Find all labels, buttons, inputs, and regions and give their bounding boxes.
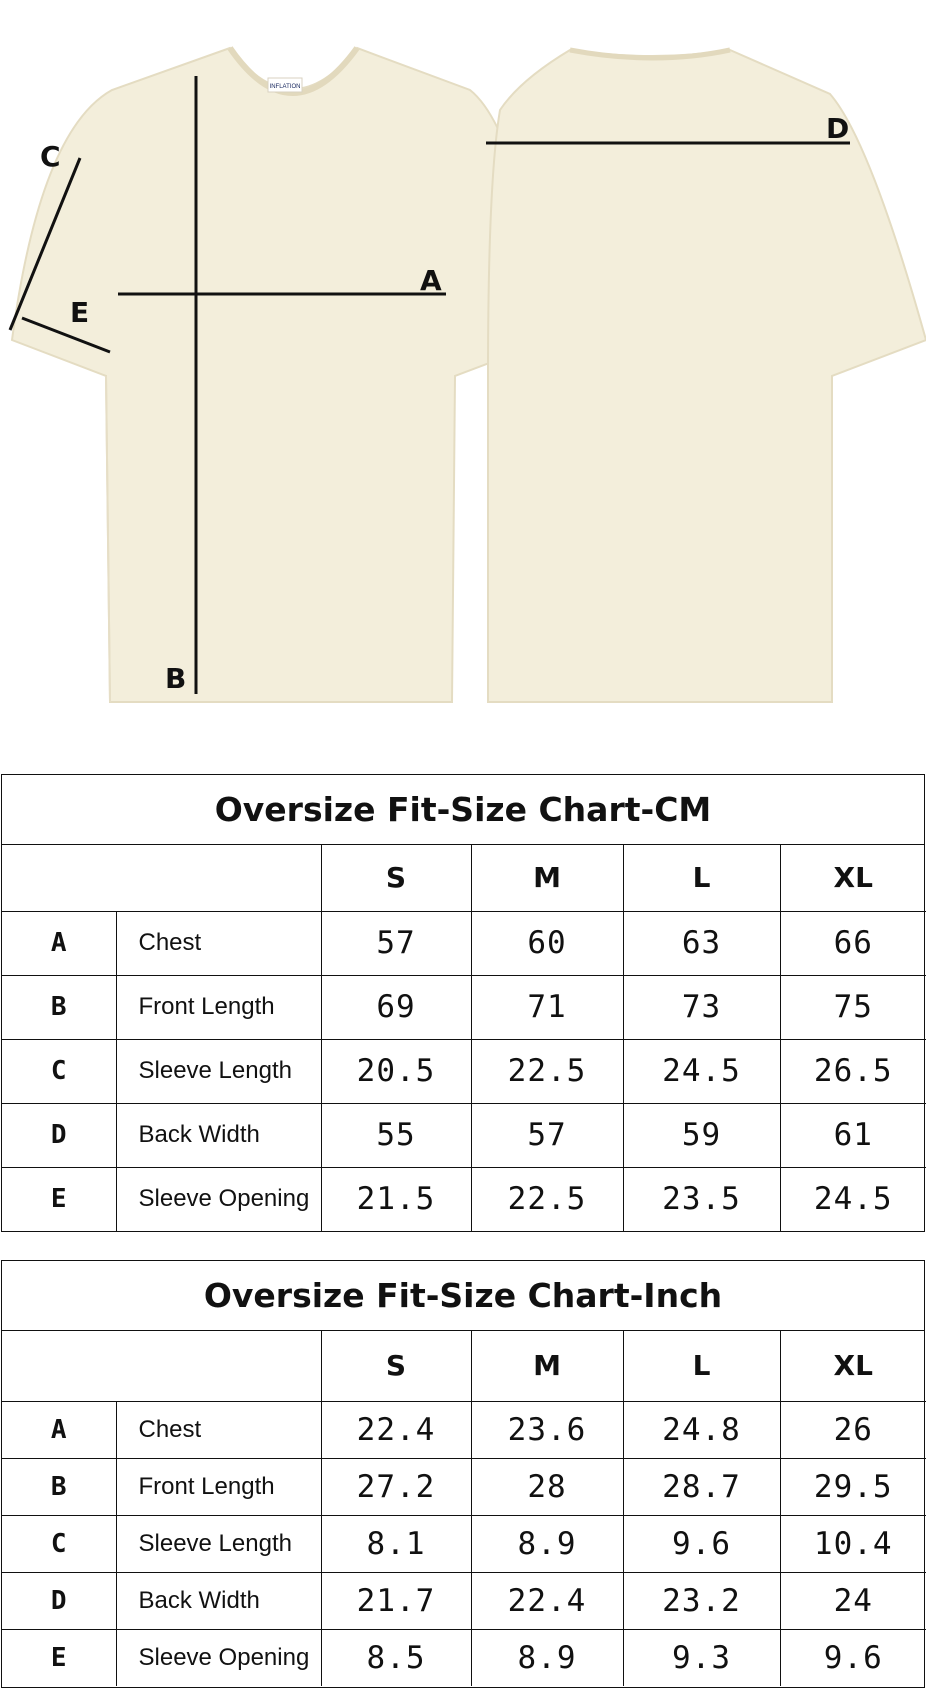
table-row xyxy=(2,1458,926,1515)
measure-code: B xyxy=(2,975,116,1039)
measure-value: 22.5 xyxy=(471,1167,623,1231)
header-blank-cell xyxy=(2,845,321,911)
measure-value: 21.5 xyxy=(321,1167,471,1231)
table-row xyxy=(2,1515,926,1572)
measure-name: Front Length xyxy=(116,975,321,1039)
measure-value: 10.4 xyxy=(780,1515,926,1572)
size-header: S xyxy=(321,1331,471,1401)
measure-value: 23.5 xyxy=(623,1167,780,1231)
measure-name: Back Width xyxy=(116,1103,321,1167)
size-table xyxy=(2,1331,926,1686)
shirt-measurement-diagram xyxy=(0,0,926,740)
back-shirt-illustration xyxy=(488,50,926,702)
measure-value: 27.2 xyxy=(321,1458,471,1515)
measure-value: 24.5 xyxy=(623,1039,780,1103)
chart-title: Oversize Fit-Size Chart-CM xyxy=(2,775,924,845)
size-header-row xyxy=(2,1331,926,1401)
measure-code: C xyxy=(2,1039,116,1103)
measure-code: D xyxy=(2,1103,116,1167)
marker-e: E xyxy=(70,296,90,329)
measure-value: 57 xyxy=(471,1103,623,1167)
measure-code: E xyxy=(2,1167,116,1231)
size-chart-cm xyxy=(1,774,925,1232)
size-chart-inch xyxy=(1,1260,925,1688)
measure-value: 22.4 xyxy=(321,1401,471,1458)
measure-value: 24.5 xyxy=(780,1167,926,1231)
measure-value: 55 xyxy=(321,1103,471,1167)
measure-value: 29.5 xyxy=(780,1458,926,1515)
measure-value: 24 xyxy=(780,1572,926,1629)
measure-value: 9.6 xyxy=(623,1515,780,1572)
size-header: XL xyxy=(780,845,926,911)
measure-value: 73 xyxy=(623,975,780,1039)
measure-code: D xyxy=(2,1572,116,1629)
measure-value: 21.7 xyxy=(321,1572,471,1629)
measure-value: 26 xyxy=(780,1401,926,1458)
measure-value: 9.3 xyxy=(623,1629,780,1686)
measure-value: 28 xyxy=(471,1458,623,1515)
measure-name: Back Width xyxy=(116,1572,321,1629)
brand-label: INFLATION xyxy=(269,84,301,90)
measure-name: Sleeve Opening xyxy=(116,1167,321,1231)
measure-value: 23.2 xyxy=(623,1572,780,1629)
table-row xyxy=(2,1103,926,1167)
measure-value: 9.6 xyxy=(780,1629,926,1686)
measure-value: 71 xyxy=(471,975,623,1039)
table-row xyxy=(2,1039,926,1103)
measure-name: Chest xyxy=(116,1401,321,1458)
measure-value: 22.4 xyxy=(471,1572,623,1629)
measure-code: A xyxy=(2,911,116,975)
measure-value: 8.9 xyxy=(471,1515,623,1572)
measure-value: 57 xyxy=(321,911,471,975)
table-row xyxy=(2,1629,926,1686)
measure-value: 59 xyxy=(623,1103,780,1167)
size-header: M xyxy=(471,1331,623,1401)
size-table xyxy=(2,845,926,1231)
measure-value: 8.5 xyxy=(321,1629,471,1686)
table-row xyxy=(2,1401,926,1458)
header-blank-cell xyxy=(2,1331,321,1401)
measure-code: C xyxy=(2,1515,116,1572)
marker-d: D xyxy=(826,112,850,145)
table-row xyxy=(2,1167,926,1231)
size-header: L xyxy=(623,1331,780,1401)
measure-code: A xyxy=(2,1401,116,1458)
measure-name: Sleeve Opening xyxy=(116,1629,321,1686)
table-row xyxy=(2,975,926,1039)
measure-name: Chest xyxy=(116,911,321,975)
chart-title: Oversize Fit-Size Chart-Inch xyxy=(2,1261,924,1331)
measure-value: 24.8 xyxy=(623,1401,780,1458)
measure-value: 26.5 xyxy=(780,1039,926,1103)
measure-value: 8.9 xyxy=(471,1629,623,1686)
size-header: M xyxy=(471,845,623,911)
measure-code: B xyxy=(2,1458,116,1515)
measure-value: 63 xyxy=(623,911,780,975)
measure-value: 28.7 xyxy=(623,1458,780,1515)
marker-c: C xyxy=(40,140,61,173)
table-row xyxy=(2,911,926,975)
size-header: L xyxy=(623,845,780,911)
measure-value: 66 xyxy=(780,911,926,975)
front-shirt-illustration xyxy=(12,48,550,702)
size-header: S xyxy=(321,845,471,911)
measure-value: 23.6 xyxy=(471,1401,623,1458)
measure-value: 20.5 xyxy=(321,1039,471,1103)
measure-value: 69 xyxy=(321,975,471,1039)
marker-a: A xyxy=(420,264,442,297)
measure-name: Sleeve Length xyxy=(116,1039,321,1103)
measure-value: 61 xyxy=(780,1103,926,1167)
size-header-row xyxy=(2,845,926,911)
measure-name: Sleeve Length xyxy=(116,1515,321,1572)
marker-b: B xyxy=(165,662,187,695)
measure-value: 60 xyxy=(471,911,623,975)
size-header: XL xyxy=(780,1331,926,1401)
measure-value: 8.1 xyxy=(321,1515,471,1572)
measure-value: 75 xyxy=(780,975,926,1039)
table-row xyxy=(2,1572,926,1629)
measure-code: E xyxy=(2,1629,116,1686)
measure-value: 22.5 xyxy=(471,1039,623,1103)
measure-name: Front Length xyxy=(116,1458,321,1515)
